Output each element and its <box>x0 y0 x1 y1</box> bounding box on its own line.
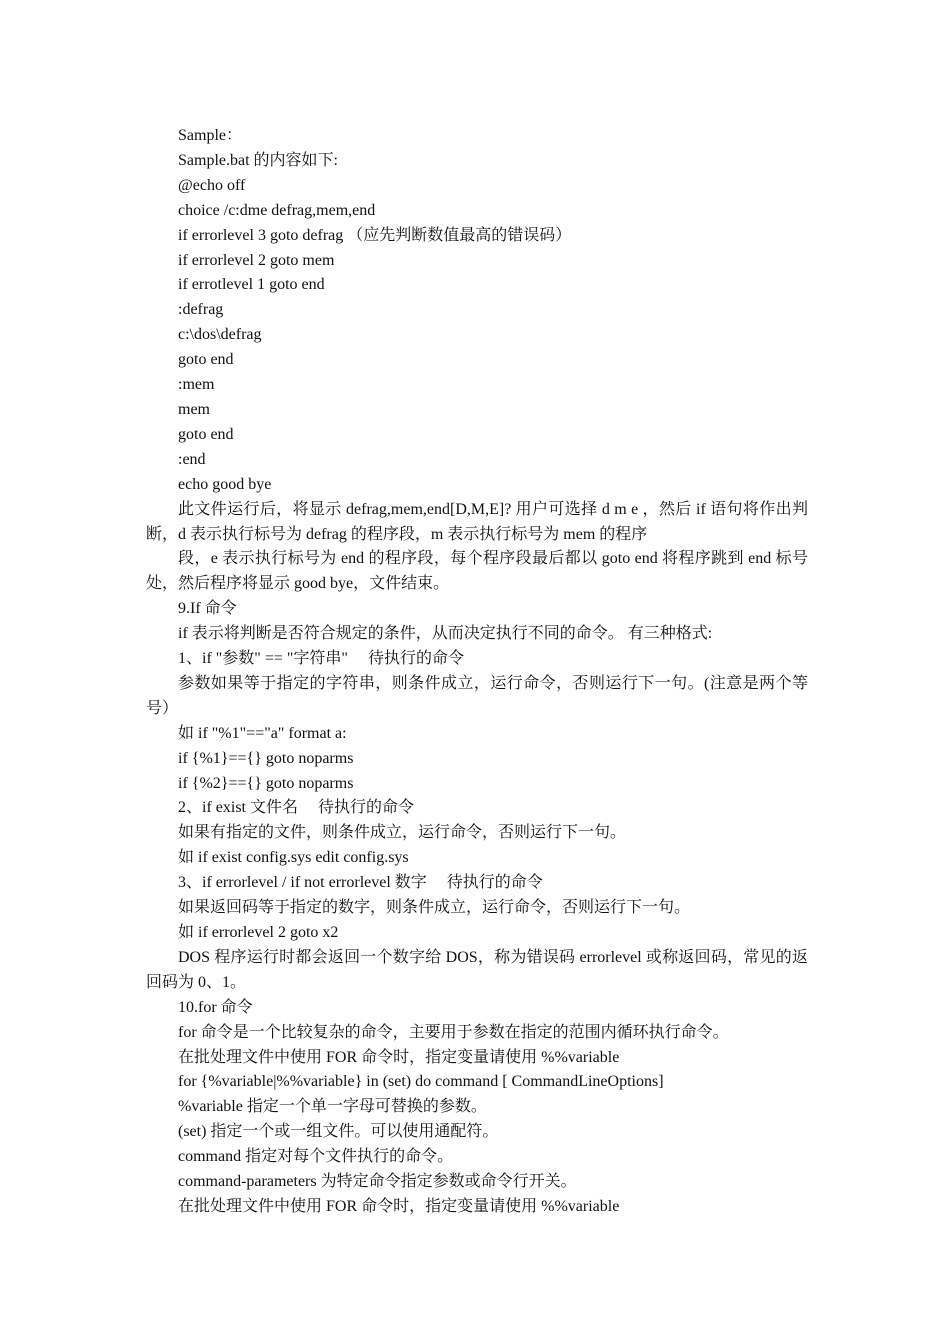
code-line: c:\dos\defrag <box>178 326 262 344</box>
text-line-sample-bat-intro: Sample.bat 的内容如下: <box>178 151 338 169</box>
paragraph-explanation-continued: 段，e 表示执行标号为 end 的程序段，每个程序段最后都以 goto end 将程序跳到 end 标号处，然后程序将显示 good bye，文件结束。 <box>146 550 808 593</box>
example-line: 如 if "%1"=="a" format a: <box>178 724 347 742</box>
for-param-set: (set) 指定一个或一组文件。可以使用通配符。 <box>178 1123 499 1141</box>
code-line: if errotlevel 1 goto end <box>178 276 325 294</box>
text-line-sample-heading: Sample： <box>178 127 242 144</box>
code-line: if errorlevel 3 goto defrag （应先判断数值最高的错误码） <box>178 226 572 244</box>
paragraph-for-intro: for 命令是一个比较复杂的命令，主要用于参数在指定的范围内循环执行命令。 <box>178 1023 729 1041</box>
if-format-3: 3、if errorlevel / if not errorlevel 数字 待执行的命令 <box>178 874 543 892</box>
code-line: :mem <box>178 376 215 394</box>
paragraph-if-intro: if 表示将判断是否符合规定的条件，从而决定执行不同的命令。 有三种格式: <box>178 625 713 643</box>
paragraph-for-variable-note: 在批处理文件中使用 FOR 命令时，指定变量请使用 %%variable <box>178 1048 620 1066</box>
example-line: 如 if exist config.sys edit config.sys <box>178 849 409 867</box>
if-format-1: 1、if "参数" == "字符串" 待执行的命令 <box>178 650 464 668</box>
code-line: :end <box>178 450 206 468</box>
code-line: goto end <box>178 425 234 443</box>
code-line: if errorlevel 2 goto mem <box>178 251 335 269</box>
example-line: if {%2}=={} goto noparms <box>178 774 354 792</box>
code-line: :defrag <box>178 301 224 319</box>
for-param-command: command 指定对每个文件执行的命令。 <box>178 1148 454 1166</box>
code-line: @echo off <box>178 176 246 194</box>
document-page <box>146 124 808 1220</box>
paragraph-for-variable-note-repeat: 在批处理文件中使用 FOR 命令时，指定变量请使用 %%variable <box>178 1197 620 1215</box>
paragraph-explanation: 此文件运行后，将显示 defrag,mem,end[D,M,E]? 用户可选择 d m e ，然后 if 语句将作出判断，d 表示执行标号为 defrag 的程序段，m 表示执行标号为 mem 的程序 <box>146 500 808 543</box>
example-line: 如 if errorlevel 2 goto x2 <box>178 924 339 941</box>
paragraph-if-format-2-desc: 如果有指定的文件，则条件成立，运行命令，否则运行下一句。 <box>178 824 627 842</box>
paragraph-if-format-1-desc: 参数如果等于指定的字符串，则条件成立，运行命令，否则运行下一句。(注意是两个等号） <box>146 674 808 717</box>
code-line: mem <box>178 400 210 418</box>
for-param-command-parameters: command-parameters 为特定命令指定参数或命令行开关。 <box>178 1173 577 1191</box>
if-format-2: 2、if exist 文件名 待执行的命令 <box>178 799 414 817</box>
for-param-variable: %variable 指定一个单一字母可替换的参数。 <box>178 1098 487 1116</box>
section-heading-for: 10.for 命令 <box>178 998 253 1016</box>
example-line: if {%1}=={} goto noparms <box>178 749 354 767</box>
for-syntax-line: for {%variable|%%variable} in (set) do command [ CommandLineOptions] <box>178 1073 664 1091</box>
code-line: goto end <box>178 351 234 369</box>
paragraph-errorlevel: DOS 程序运行时都会返回一个数字给 DOS，称为错误码 errorlevel 或称返回码，常见的返回码为 0、1。 <box>146 948 808 991</box>
code-line: echo good bye <box>178 475 272 493</box>
code-line: choice /c:dme defrag,mem,end <box>178 201 376 219</box>
paragraph-if-format-3-desc: 如果返回码等于指定的数字，则条件成立，运行命令，否则运行下一句。 <box>178 899 691 917</box>
section-heading-if: 9.If 命令 <box>178 600 237 618</box>
